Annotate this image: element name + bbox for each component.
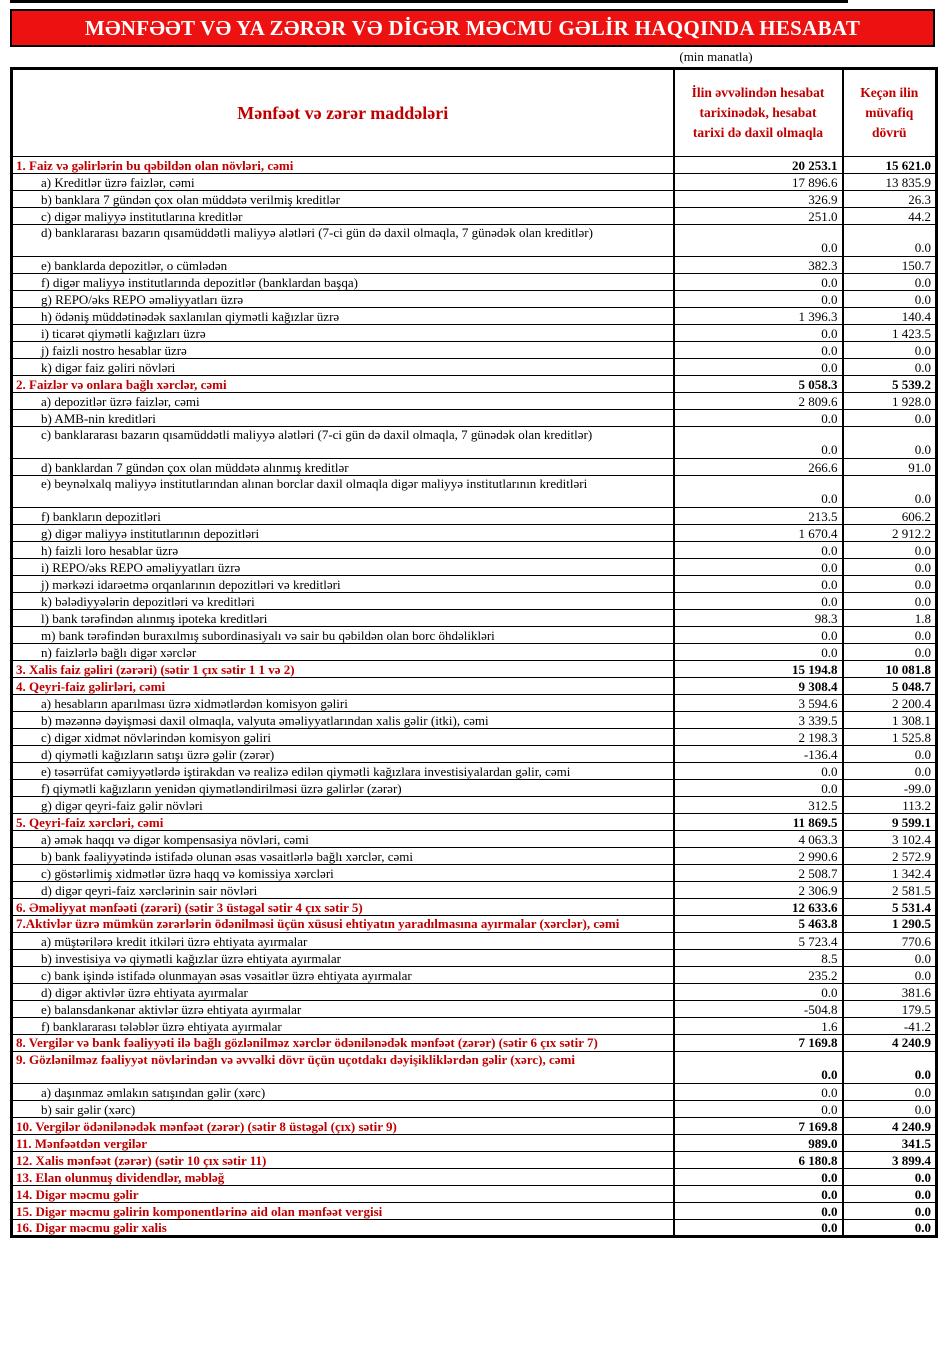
row-value-previous: 91.0 [843, 459, 937, 476]
row-value-current: 2 306.9 [674, 882, 843, 899]
row-value-current: 326.9 [674, 191, 843, 208]
row-value-current: 15 194.8 [674, 661, 843, 678]
table-row [12, 208, 937, 225]
row-value-current: 0.0 [674, 644, 843, 661]
row-value-current: 5 058.3 [674, 376, 843, 393]
row-value-previous: 15 621.0 [843, 157, 937, 174]
row-value-current: 2 809.6 [674, 393, 843, 410]
table-row [12, 459, 937, 476]
row-value-previous: 26.3 [843, 191, 937, 208]
table-row [12, 1035, 937, 1052]
table-row [12, 191, 937, 208]
row-value-previous: 2 200.4 [843, 695, 937, 712]
row-label: 11. Mənfəətdən vergilər [12, 1135, 674, 1152]
row-value-current: 0.0 [674, 559, 843, 576]
row-label: f) digər maliyyə institutlarında depozitlər (banklardan başqa) [12, 274, 674, 291]
row-value-current: 3 594.6 [674, 695, 843, 712]
row-value-current: 213.5 [674, 508, 843, 525]
row-value-current: 0.0 [674, 627, 843, 644]
row-value-previous: 5 531.4 [843, 899, 937, 916]
row-value-previous: 0.0 [843, 576, 937, 593]
row-value-current: 989.0 [674, 1135, 843, 1152]
row-value-previous: 0.0 [843, 967, 937, 984]
row-value-previous: 3 102.4 [843, 831, 937, 848]
row-label: d) banklararası bazarın qısamüddətli maliyyə alətləri (7-ci gün də daxil olmaqla, 7 günədək olan kreditlər) [12, 225, 674, 257]
row-value-previous: 3 899.4 [843, 1152, 937, 1169]
row-value-current: 0.0 [674, 225, 843, 257]
report-title-banner [10, 9, 935, 47]
table-row [12, 763, 937, 780]
table-row [12, 1118, 937, 1135]
table-row [12, 1052, 937, 1084]
row-label: h) ödəniş müddətinədək saxlanılan qiymətli kağızlar üzrə [12, 308, 674, 325]
row-value-current: 11 869.5 [674, 814, 843, 831]
table-row [12, 1084, 937, 1101]
table-row [12, 559, 937, 576]
table-row [12, 1001, 937, 1018]
row-value-current: 312.5 [674, 797, 843, 814]
row-value-previous: 0.0 [843, 950, 937, 967]
row-value-previous: 381.6 [843, 984, 937, 1001]
row-label: c) digər xidmət növlərindən komisyon gəliri [12, 729, 674, 746]
row-label: a) daşınmaz əmlakın satışından gəlir (xərc) [12, 1084, 674, 1101]
table-row [12, 678, 937, 695]
row-value-previous: 1 525.8 [843, 729, 937, 746]
row-value-previous: 44.2 [843, 208, 937, 225]
table-row [12, 1186, 937, 1203]
row-label: 1. Faiz və gəlirlərin bu qəbildən olan növləri, cəmi [12, 157, 674, 174]
table-row [12, 899, 937, 916]
row-value-previous: 0.0 [843, 1220, 937, 1237]
table-row [12, 848, 937, 865]
row-value-current: 0.0 [674, 410, 843, 427]
row-value-current: 0.0 [674, 576, 843, 593]
row-value-previous: 0.0 [843, 342, 937, 359]
row-label: h) faizli loro hesablar üzrə [12, 542, 674, 559]
row-value-current: 0.0 [674, 780, 843, 797]
table-row [12, 393, 937, 410]
table-row [12, 984, 937, 1001]
row-label: 12. Xalis mənfəət (zərər) (sətir 10 çıx sətir 11) [12, 1152, 674, 1169]
table-row [12, 746, 937, 763]
row-value-previous: 341.5 [843, 1135, 937, 1152]
row-value-current: -504.8 [674, 1001, 843, 1018]
table-row [12, 695, 937, 712]
row-value-current: 0.0 [674, 984, 843, 1001]
row-label: 9. Gözlənilməz fəaliyyət növlərindən və əvvəlki dövr üçün uçotdakı dəyişikliklərdən gəlir (xərc), cəmi [12, 1052, 674, 1084]
table-row [12, 712, 937, 729]
row-value-previous: 0.0 [843, 1169, 937, 1186]
table-row [12, 359, 937, 376]
table-row [12, 1152, 937, 1169]
row-value-previous: 1.8 [843, 610, 937, 627]
table-row [12, 325, 937, 342]
table-row [12, 950, 937, 967]
row-value-previous: 179.5 [843, 1001, 937, 1018]
row-value-previous: 13 835.9 [843, 174, 937, 191]
row-label: l) bank tərəfindən alınmış ipoteka kreditləri [12, 610, 674, 627]
table-row [12, 933, 937, 950]
row-label: c) banklararası bazarın qısamüddətli maliyyə alətləri (7-ci gün də daxil olmaqla, 7 günədək olan kreditlər) [12, 427, 674, 459]
row-value-current: 4 063.3 [674, 831, 843, 848]
table-row [12, 1220, 937, 1237]
row-value-previous: 770.6 [843, 933, 937, 950]
row-value-previous: 0.0 [843, 1101, 937, 1118]
row-value-current: 0.0 [674, 325, 843, 342]
row-label: b) AMB-nin kreditləri [12, 410, 674, 427]
row-label: f) banklararası tələblər üzrə ehtiyata ayırmalar [12, 1018, 674, 1035]
row-value-current: 266.6 [674, 459, 843, 476]
row-value-current: 2 508.7 [674, 865, 843, 882]
table-row [12, 525, 937, 542]
row-value-previous: 4 240.9 [843, 1035, 937, 1052]
table-row [12, 174, 937, 191]
row-label: 3. Xalis faiz gəliri (zərəri) (sətir 1 çıx sətir 1 1 və 2) [12, 661, 674, 678]
row-value-current: 251.0 [674, 208, 843, 225]
row-value-previous: 5 048.7 [843, 678, 937, 695]
row-value-current: 0.0 [674, 274, 843, 291]
row-label: a) əmək haqqı və digər kompensasiya növləri, cəmi [12, 831, 674, 848]
table-row [12, 882, 937, 899]
row-label: d) digər qeyri-faiz xərclərinin sair növləri [12, 882, 674, 899]
row-value-previous: -99.0 [843, 780, 937, 797]
row-value-current: 0.0 [674, 476, 843, 508]
table-row [12, 814, 937, 831]
table-row [12, 1018, 937, 1035]
row-value-previous: 0.0 [843, 763, 937, 780]
row-value-previous: 0.0 [843, 410, 937, 427]
row-value-current: 0.0 [674, 427, 843, 459]
row-label: e) beynəlxalq maliyyə institutlarından alınan borclar daxil olmaqla digər maliyyə institutlarının kreditləri [12, 476, 674, 508]
row-label: 10. Vergilər ödənilənədək mənfəət (zərər) (sətir 8 üstəgəl (çıx) sətir 9) [12, 1118, 674, 1135]
row-value-previous: 0.0 [843, 746, 937, 763]
table-row [12, 410, 937, 427]
row-label: 8. Vergilər və bank fəaliyyəti ilə bağlı gözlənilməz xərclər ödənilənədək mənfəət (zərər) (sətir 6 çıx sətir 7) [12, 1035, 674, 1052]
row-value-previous: 0.0 [843, 644, 937, 661]
row-value-current: 1 670.4 [674, 525, 843, 542]
row-value-current: 0.0 [674, 1084, 843, 1101]
row-value-current: 7 169.8 [674, 1118, 843, 1135]
row-value-current: 7 169.8 [674, 1035, 843, 1052]
row-value-current: 0.0 [674, 542, 843, 559]
row-label: j) mərkəzi idarəetmə orqanlarının depozitləri və kreditləri [12, 576, 674, 593]
table-row [12, 967, 937, 984]
row-label: f) qiymətli kağızların yenidən qiymətləndirilməsi üzrə gəlirlər (zərər) [12, 780, 674, 797]
row-value-current: 3 339.5 [674, 712, 843, 729]
table-row [12, 797, 937, 814]
row-value-current: 98.3 [674, 610, 843, 627]
row-value-previous: 0.0 [843, 1052, 937, 1084]
unit-note: (min manatla) [679, 49, 753, 64]
row-value-current: 0.0 [674, 1169, 843, 1186]
report-title: MƏNFƏƏT VƏ YA ZƏRƏR VƏ DİGƏR MƏCMU GƏLİR HAQQINDA HESABAT [84, 15, 861, 40]
row-label: m) bank tərəfindən buraxılmış subordinasiyalı və sair bu qəbildən olan borc öhdəlikləri [12, 627, 674, 644]
row-value-previous: 1 342.4 [843, 865, 937, 882]
income-statement-table [10, 67, 938, 1238]
row-label: d) qiymətli kağızların satışı üzrə gəlir (zərər) [12, 746, 674, 763]
table-row [12, 427, 937, 459]
row-value-previous: -41.2 [843, 1018, 937, 1035]
table-row [12, 644, 937, 661]
row-value-current: 0.0 [674, 1052, 843, 1084]
col-header-items: Mənfəət və zərər maddələri [12, 69, 674, 157]
table-row [12, 916, 937, 933]
row-label: 7.Aktivlər üzrə mümkün zərərlərin ödənilməsi üçün xüsusi ehtiyatın yaradılmasına ayırmalar (xərclər), cəmi [12, 916, 674, 933]
row-label: a) Kreditlər üzrə faizlər, cəmi [12, 174, 674, 191]
row-value-current: 17 896.6 [674, 174, 843, 191]
row-value-previous: 4 240.9 [843, 1118, 937, 1135]
row-label: i) ticarət qiymətli kağızları üzrə [12, 325, 674, 342]
row-value-current: 5 723.4 [674, 933, 843, 950]
table-row [12, 729, 937, 746]
row-label: 2. Faizlər və onlara bağlı xərclər, cəmi [12, 376, 674, 393]
row-value-current: -136.4 [674, 746, 843, 763]
col-header-current-period: İlin əvvəlindən hesabat tarixinədək, hesabat tarixi də daxil olmaqla [674, 69, 843, 157]
table-body [12, 157, 937, 1237]
row-value-previous: 1 423.5 [843, 325, 937, 342]
table-row [12, 225, 937, 257]
row-label: i) REPO/əks REPO əməliyyatları üzrə [12, 559, 674, 576]
row-value-previous: 113.2 [843, 797, 937, 814]
row-label: 5. Qeyri-faiz xərcləri, cəmi [12, 814, 674, 831]
table-row [12, 291, 937, 308]
table-row [12, 1135, 937, 1152]
table-row [12, 661, 937, 678]
table-row [12, 308, 937, 325]
table-row [12, 1169, 937, 1186]
table-header-row [12, 69, 937, 157]
table-row [12, 1203, 937, 1220]
row-value-previous: 2 572.9 [843, 848, 937, 865]
table-row [12, 476, 937, 508]
row-value-current: 0.0 [674, 1186, 843, 1203]
row-value-current: 0.0 [674, 1203, 843, 1220]
row-value-current: 8.5 [674, 950, 843, 967]
row-value-current: 1.6 [674, 1018, 843, 1035]
row-value-previous: 0.0 [843, 1084, 937, 1101]
table-row [12, 593, 937, 610]
row-value-current: 9 308.4 [674, 678, 843, 695]
row-value-current: 0.0 [674, 1220, 843, 1237]
row-label: g) digər maliyyə institutlarının depozitləri [12, 525, 674, 542]
table-row [12, 610, 937, 627]
row-label: 6. Əməliyyat mənfəəti (zərəri) (sətir 3 üstəgəl sətir 4 çıx sətir 5) [12, 899, 674, 916]
table-row [12, 274, 937, 291]
row-value-previous: 9 599.1 [843, 814, 937, 831]
row-label: a) müştərilərə kredit itkiləri üzrə ehtiyata ayırmalar [12, 933, 674, 950]
table-row [12, 342, 937, 359]
row-label: e) banklarda depozitlər, o cümlədən [12, 257, 674, 274]
row-value-previous: 5 539.2 [843, 376, 937, 393]
row-label: k) bələdiyyələrin depozitləri və kreditləri [12, 593, 674, 610]
row-value-previous: 0.0 [843, 542, 937, 559]
row-label: 15. Digər məcmu gəlirin komponentlərinə aid olan mənfəət vergisi [12, 1203, 674, 1220]
row-label: k) digər faiz gəliri növləri [12, 359, 674, 376]
row-label: n) faizlərlə bağlı digər xərclər [12, 644, 674, 661]
table-row [12, 376, 937, 393]
row-value-current: 5 463.8 [674, 916, 843, 933]
row-value-previous: 0.0 [843, 274, 937, 291]
row-value-previous: 606.2 [843, 508, 937, 525]
table-row [12, 576, 937, 593]
row-label: e) təsərrüfat cəmiyyətlərdə iştirakdan və realizə edilən qiymətli kağızlara investisiyalardan gəlir, cəmi [12, 763, 674, 780]
row-value-current: 6 180.8 [674, 1152, 843, 1169]
row-label: b) bank fəaliyyətində istifadə olunan əsas vəsaitlərlə bağlı xərclər, cəmi [12, 848, 674, 865]
row-label: c) bank işində istifadə olunmayan əsas vəsaitlər üzrə ehtiyata ayırmalar [12, 967, 674, 984]
row-label: a) hesabların aparılması üzrə xidmətlərdən komisyon gəliri [12, 695, 674, 712]
row-label: e) balansdankənar aktivlər üzrə ehtiyata ayırmalar [12, 1001, 674, 1018]
row-value-current: 20 253.1 [674, 157, 843, 174]
row-label: c) göstərlimiş xidmətlər üzrə haqq və komissiya xərcləri [12, 865, 674, 882]
row-value-current: 2 990.6 [674, 848, 843, 865]
row-value-previous: 1 308.1 [843, 712, 937, 729]
row-label: b) investisiya və qiymətli kağızlar üzrə ehtiyata ayırmalar [12, 950, 674, 967]
row-label: b) banklara 7 gündən çox olan müddətə verilmiş kreditlər [12, 191, 674, 208]
row-label: a) depozitlər üzrə faizlər, cəmi [12, 393, 674, 410]
table-row [12, 865, 937, 882]
table-row [12, 1101, 937, 1118]
row-label: d) banklardan 7 gündən çox olan müddətə alınmış kreditlər [12, 459, 674, 476]
table-row [12, 508, 937, 525]
row-label: j) faizli nostro hesablar üzrə [12, 342, 674, 359]
row-label: c) digər maliyyə institutlarına kreditlər [12, 208, 674, 225]
row-value-current: 382.3 [674, 257, 843, 274]
row-value-previous: 0.0 [843, 291, 937, 308]
table-row [12, 257, 937, 274]
row-value-current: 0.0 [674, 291, 843, 308]
row-label: g) REPO/əks REPO əməliyyatları üzrə [12, 291, 674, 308]
row-label: 16. Digər məcmu gəlir xalis [12, 1220, 674, 1237]
row-value-previous: 0.0 [843, 593, 937, 610]
row-value-previous: 1 928.0 [843, 393, 937, 410]
row-value-previous: 150.7 [843, 257, 937, 274]
row-value-current: 0.0 [674, 359, 843, 376]
row-value-current: 2 198.3 [674, 729, 843, 746]
table-row [12, 780, 937, 797]
table-row [12, 831, 937, 848]
row-value-current: 0.0 [674, 1101, 843, 1118]
row-value-previous: 0.0 [843, 1186, 937, 1203]
row-value-previous: 2 912.2 [843, 525, 937, 542]
row-value-previous: 0.0 [843, 559, 937, 576]
row-label: d) digər aktivlər üzrə ehtiyata ayırmalar [12, 984, 674, 1001]
row-value-current: 0.0 [674, 593, 843, 610]
row-value-previous: 140.4 [843, 308, 937, 325]
row-value-previous: 0.0 [843, 359, 937, 376]
row-value-current: 0.0 [674, 342, 843, 359]
row-label: g) digər qeyri-faiz gəlir növləri [12, 797, 674, 814]
row-value-previous: 2 581.5 [843, 882, 937, 899]
row-value-previous: 0.0 [843, 627, 937, 644]
row-label: b) məzənnə dəyişməsi daxil olmaqla, valyuta əməliyyatlarından xalis gəlir (itki), cəmi [12, 712, 674, 729]
table-row [12, 157, 937, 174]
row-label: f) bankların depozitləri [12, 508, 674, 525]
row-label: 13. Elan olunmuş dividendlər, məbləğ [12, 1169, 674, 1186]
table-row [12, 627, 937, 644]
row-label: 14. Digər məcmu gəlir [12, 1186, 674, 1203]
row-value-previous: 0.0 [843, 476, 937, 508]
table-row [12, 542, 937, 559]
row-value-current: 235.2 [674, 967, 843, 984]
col-header-previous-period: Keçən ilin müvafiq dövrü [843, 69, 937, 157]
row-label: 4. Qeyri-faiz gəlirləri, cəmi [12, 678, 674, 695]
row-label: b) sair gəlir (xərc) [12, 1101, 674, 1118]
row-value-previous: 10 081.8 [843, 661, 937, 678]
row-value-current: 12 633.6 [674, 899, 843, 916]
row-value-previous: 1 290.5 [843, 916, 937, 933]
row-value-previous: 0.0 [843, 427, 937, 459]
row-value-previous: 0.0 [843, 225, 937, 257]
row-value-previous: 0.0 [843, 1203, 937, 1220]
row-value-current: 1 396.3 [674, 308, 843, 325]
row-value-current: 0.0 [674, 763, 843, 780]
top-border-line [10, 0, 848, 3]
